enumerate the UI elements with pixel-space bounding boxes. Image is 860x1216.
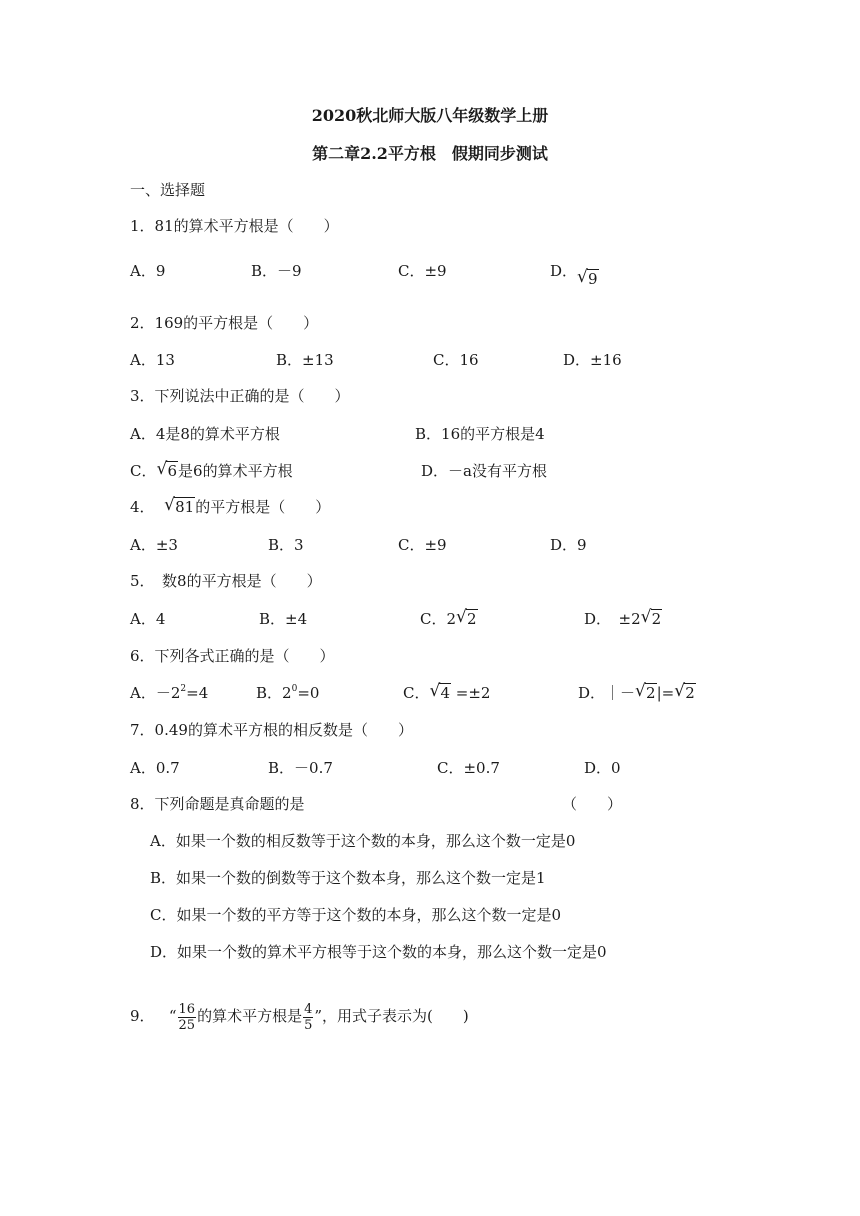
sqrt-expression: √ 6 xyxy=(156,461,178,481)
q4-option-b: B．3 xyxy=(268,536,304,554)
question-5: 5． 数8的平方根是（ ） xyxy=(130,572,322,590)
q1-option-a: A．9 xyxy=(130,262,166,280)
sqrt-expression: √ 81 xyxy=(164,497,195,517)
q8-option-d: D．如果一个数的算术平方根等于这个数的本身，那么这个数一定是0 xyxy=(150,943,607,961)
q6-option-a: A．$-2^2=4$ xyxy=(130,684,209,702)
q8-option-b: B．如果一个数的倒数等于这个数本身，那么这个数一定是1 xyxy=(150,869,546,887)
q6-option-c: C．√ 4 =±2 xyxy=(403,683,490,703)
q2-option-a: A．13 xyxy=(130,351,175,369)
question-6: 6．下列各式正确的是（ ） xyxy=(130,647,335,665)
q5-option-c: C．2√ 2 xyxy=(420,609,478,629)
q2-option-d: D．±16 xyxy=(563,351,622,369)
q8-option-c: C．如果一个数的平方等于这个数的本身，那么这个数一定是0 xyxy=(150,906,562,924)
sqrt-expression: √ 2 xyxy=(635,683,657,703)
q4-option-d: D．9 xyxy=(550,536,587,554)
q8-option-a: A．如果一个数的相反数等于这个数的本身，那么这个数一定是0 xyxy=(150,832,576,850)
sqrt-expression: √ 4 xyxy=(429,683,451,703)
q7-option-d: D．0 xyxy=(584,759,621,777)
question-9: 9． “ $\frac{16}{25}$ 的算术平方根是 $\frac{4}{5}$ ”，用式子表示为( ) xyxy=(130,1001,469,1033)
q7-option-a: A．0.7 xyxy=(130,759,180,777)
answer-paren: （ ） xyxy=(562,795,623,813)
section-heading: 一、选择题 xyxy=(130,181,206,199)
q7-option-b: B．－0.7 xyxy=(268,759,333,777)
q2-option-c: C．16 xyxy=(433,351,479,369)
fraction: $\frac{16}{25}$ xyxy=(178,1001,196,1033)
sqrt-expression: √ 2 xyxy=(674,683,696,703)
q3-option-a: A．4是8的算术平方根 xyxy=(130,425,280,443)
question-7: 7．0.49的算术平方根的相反数是（ ） xyxy=(130,721,413,739)
q6-option-b: B．$2^0=0$ xyxy=(256,684,320,702)
q1-option-c: C．±9 xyxy=(398,262,447,280)
q2-option-b: B．±13 xyxy=(276,351,334,369)
page-title: 2020秋北师大版八年级数学上册 xyxy=(311,106,549,125)
q7-option-c: C．±0.7 xyxy=(437,759,500,777)
q3-option-d: D．－a没有平方根 xyxy=(421,462,547,480)
question-8: 8．下列命题是真命题的是 xyxy=(130,795,305,813)
q5-option-d: D． ±2√ 2 xyxy=(584,609,662,629)
sqrt-expression: √ 9 xyxy=(577,269,599,289)
q5-option-b: B．±4 xyxy=(259,610,308,628)
question-2: 2．169的平方根是（ ） xyxy=(130,314,319,332)
q1-option-b: B．－9 xyxy=(251,262,302,280)
q3-option-b: B．16的平方根是4 xyxy=(415,425,545,443)
question-3: 3．下列说法中正确的是（ ） xyxy=(130,387,350,405)
sqrt-expression: √ 2 xyxy=(456,609,478,629)
question-4: 4． √ 81的平方根是（ ） xyxy=(130,497,330,517)
sqrt-expression: √ 2 xyxy=(641,609,663,629)
fraction: $\frac{4}{5}$ xyxy=(304,1001,313,1033)
option-label: D． xyxy=(550,262,578,280)
question-1: 1．81的算术平方根是（ ） xyxy=(130,217,339,235)
q6-option-d: D．｜－√ 2|=√ 2 xyxy=(578,683,696,703)
q4-option-a: A．±3 xyxy=(130,536,178,554)
q4-option-c: C．±9 xyxy=(398,536,447,554)
q3-option-c: C．√ 6是6的算术平方根 xyxy=(130,461,293,481)
page-subtitle: 第二章2.2平方根 假期同步测试 xyxy=(312,144,548,163)
q1-option-d xyxy=(550,261,599,288)
q5-option-a: A．4 xyxy=(130,610,166,628)
